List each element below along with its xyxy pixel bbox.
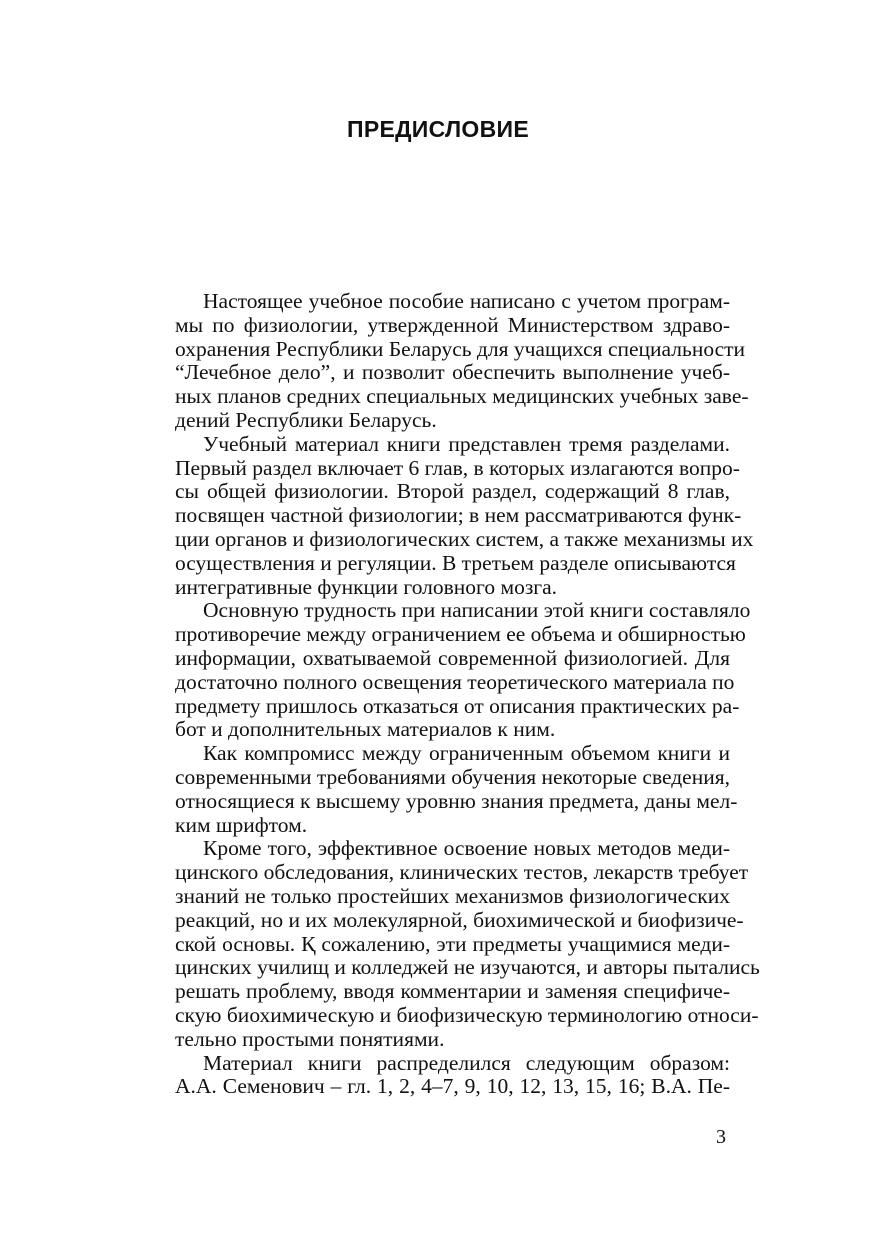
text-line: противоречие между ограничением ее объема и обширностью [175,622,746,647]
page-title: ПРЕДИСЛОВИЕ [347,116,529,142]
text-line: Основную трудность при написании этой книги составляло [203,598,751,623]
text-line: охранения Республики Беларусь для учащихся специальности [175,336,746,361]
text-line: Кроме того, эффективное освоение новых методов меди- [203,836,730,861]
paragraph-5 [147,836,760,1051]
text-line: осуществления и регуляции. В третьем разделе описываются [175,550,736,575]
text-line: “Лечебное дело”, и позволит обеспечить выполнение учеб- [175,360,730,385]
preface-body [147,289,760,1099]
text-line: дений Республики Беларусь. [175,407,437,432]
paragraph-1 [147,289,749,433]
text-line: ции органов и физиологических систем, а также механизмы их [175,526,754,551]
text-line: Первый раздел включает 6 глав, в которых излагаются вопро- [175,455,740,480]
text-line: бот и дополнительных материалов к ним. [175,717,556,742]
text-line: Как компромисс между ограниченным объемом книги и [203,741,730,766]
text-line: Материал книги распределился следующим образом: [203,1050,730,1075]
text-line: сы общей физиологии. Второй раздел, содержащий 8 глав, [175,479,730,504]
paragraph-2 [147,431,754,600]
text-line: решать проблему, вводя комментарии и заменяя специфиче- [175,979,730,1004]
text-line: информации, охватываемой современной физиологией. Для [175,645,730,670]
text-line: цинских училищ и колледжей не изучаются, и авторы пытались [175,955,760,980]
paragraph-3 [147,598,751,742]
text-line: цинского обследования, клинических тестов, лекарств требует [175,860,749,885]
text-line: реакций, но и их молекулярной, биохимической и биофизиче- [175,907,744,932]
text-line: скую биохимическую и биофизическую терминологию относи- [175,1002,759,1027]
text-line: достаточно полного освещения теоретического материала по [175,669,735,694]
text-line: посвящен частной физиологии; в нем рассматриваются функ- [175,503,742,528]
text-line: тельно простыми понятиями. [175,1026,445,1051]
paragraph-4 [147,741,738,837]
text-line: интегративные функции головного мозга. [175,574,558,599]
text-line: современными требованиями обучения некоторые сведения, [175,764,730,789]
text-line: ных планов средних специальных медицинских учебных заве- [175,384,749,409]
text-line: относящиеся к высшему уровню знания предмета, даны мел- [175,788,738,813]
text-line: Настоящее учебное пособие написано с учетом програм- [203,289,730,313]
text-line: предмету пришлось отказаться от описания практических ра- [175,693,740,718]
paragraph-6 [147,1052,730,1100]
text-line: мы по физиологии, утвержденной Министерством здраво- [175,312,730,337]
text-line: ской основы. Қ сожалению, эти предметы учащимися меди- [175,931,730,956]
text-line: А.А. Семенович – гл. 1, 2, 4–7, 9, 10, 12, 13, 15, 16; В.А. Пе- [175,1074,730,1099]
page-number: 3 [716,1126,726,1148]
text-line: Учебный материал книги представлен тремя разделами. [203,431,730,456]
text-line: ким шрифтом. [175,812,308,837]
text-line: знаний не только простейших механизмов физиологических [175,883,730,908]
